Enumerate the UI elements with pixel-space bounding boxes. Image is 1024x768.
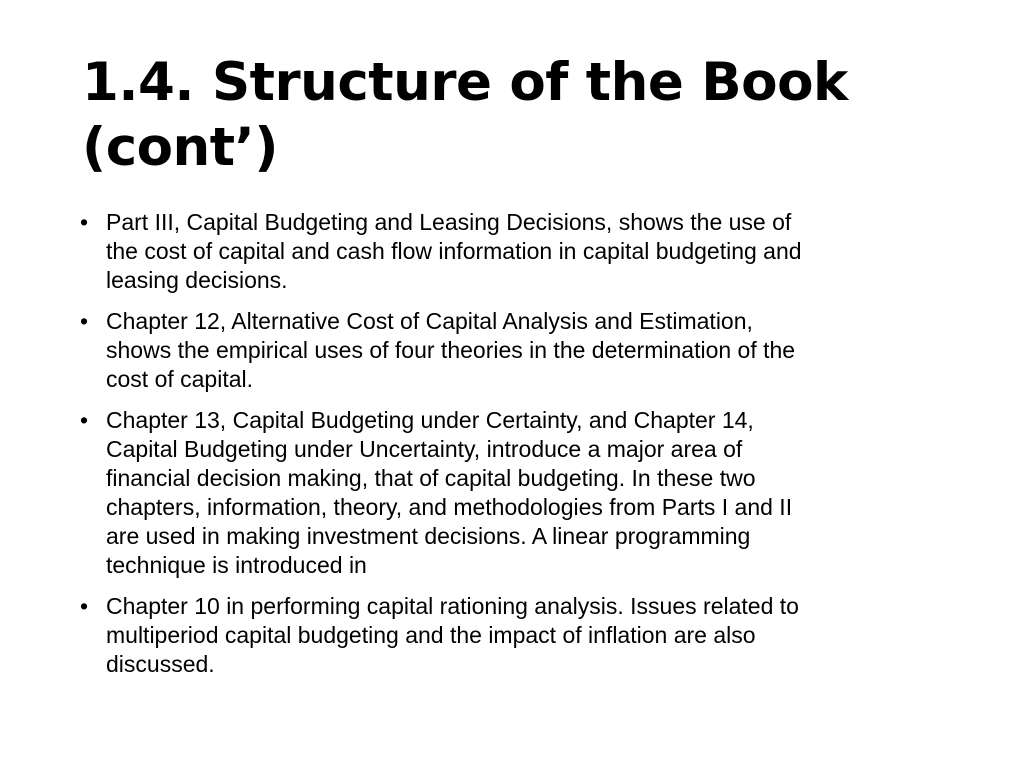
bullet-icon: • bbox=[80, 308, 89, 334]
bullet-text-line: Part III, Capital Budgeting and Leasing Decisions, shows the use of bbox=[106, 209, 792, 235]
bullet-icon: • bbox=[80, 593, 89, 619]
bullet-text-line: financial decision making, that of capital budgeting. In these two bbox=[106, 465, 756, 491]
slide-title-line: 1.4. Structure of the Book bbox=[82, 52, 848, 113]
bullet-text-line: Chapter 10 in performing capital rationing analysis. Issues related to bbox=[106, 593, 799, 619]
bullet-item-chapter-10 bbox=[80, 592, 960, 679]
bullet-list bbox=[80, 208, 960, 691]
bullet-text-line: Capital Budgeting under Uncertainty, introduce a major area of bbox=[106, 436, 743, 462]
slide-title-line: (cont’) bbox=[82, 117, 278, 178]
bullet-item-part-iii bbox=[80, 208, 960, 295]
bullet-text-line: Chapter 12, Alternative Cost of Capital Analysis and Estimation, bbox=[106, 308, 753, 334]
bullet-text-line: multiperiod capital budgeting and the impact of inflation are also bbox=[106, 622, 756, 648]
bullet-text-line: technique is introduced in bbox=[106, 552, 367, 578]
bullet-text-line: discussed. bbox=[106, 651, 215, 677]
bullet-item-chapter-12 bbox=[80, 307, 960, 394]
bullet-text-line: shows the empirical uses of four theories in the determination of the bbox=[106, 337, 796, 363]
bullet-text-line: leasing decisions. bbox=[106, 267, 288, 293]
bullet-text-line: cost of capital. bbox=[106, 366, 254, 392]
bullet-icon: • bbox=[80, 407, 89, 433]
bullet-text-line: chapters, information, theory, and methodologies from Parts I and II bbox=[106, 494, 793, 520]
bullet-item-chapter-13-14 bbox=[80, 406, 960, 580]
slide-title bbox=[82, 50, 962, 180]
bullet-text-line: Chapter 13, Capital Budgeting under Certainty, and Chapter 14, bbox=[106, 407, 754, 433]
bullet-icon: • bbox=[80, 209, 89, 235]
bullet-text-line: are used in making investment decisions. A linear programming bbox=[106, 523, 751, 549]
bullet-text-line: the cost of capital and cash flow information in capital budgeting and bbox=[106, 238, 802, 264]
